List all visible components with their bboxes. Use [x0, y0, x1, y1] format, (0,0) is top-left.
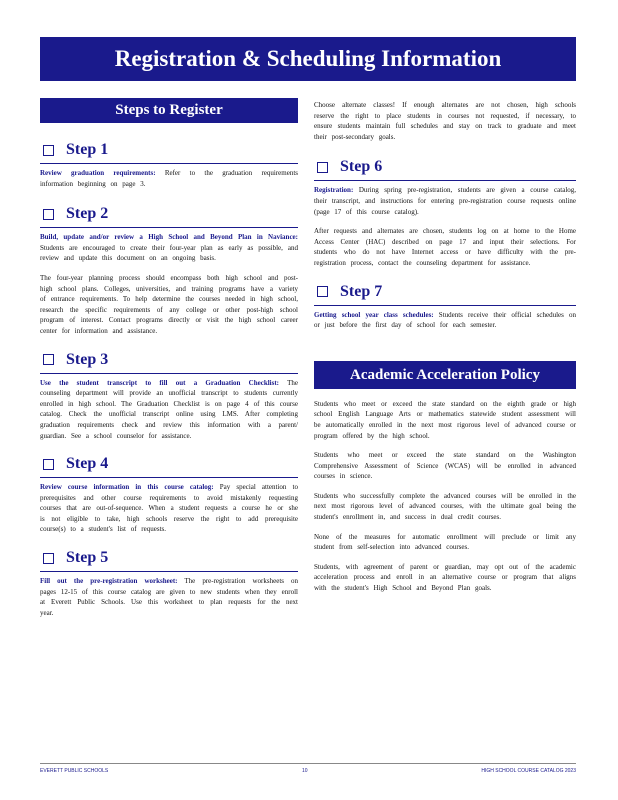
checkbox-icon: [43, 354, 54, 365]
step-1: [40, 141, 298, 189]
policy-paragraph: None of the measures for automatic enrollment will preclude or limit any student from self-selection into advanced courses.: [314, 532, 576, 552]
footer-right: HIGH SCHOOL COURSE CATALOG 2023: [481, 768, 576, 774]
checkbox-icon: [317, 286, 328, 297]
policy-paragraph: Students, with agreement of parent or guardian, may opt out of the academic acceleration process and enroll in an alternative course or program that aligns with the student's High School and Beyond Plan goals.: [314, 562, 576, 593]
checkbox-icon: [317, 162, 328, 173]
step-text: During spring pre-registration, students are given a course catalog, their transcript, and instructions for entering pre-registration course requests online (page 17 of this course catalog).: [314, 186, 577, 216]
step-title: Step 6: [340, 158, 383, 176]
step-lead: Review course information in this course catalog:: [40, 483, 214, 492]
policy-paragraph: Students who meet or exceed the state standard on the Washington Comprehensive Assessment of Science (WCAS) will be enrolled in advanced courses in science.: [314, 451, 576, 481]
step-4: [40, 455, 298, 535]
step-lead: Getting school year class schedules:: [314, 310, 434, 319]
step-title: Step 4: [66, 455, 109, 473]
step-title: Step 2: [66, 205, 109, 223]
step-text: Refer to the graduation requirements information beginning on page 3.: [40, 169, 298, 188]
step-title: Step 1: [66, 141, 109, 158]
step-lead: Review graduation requirements:: [40, 169, 156, 177]
step-text: The four-year planning process should encompass both high school and post-high school plans. Colleges, universities, and training programs have a variety of entrance requirements. To help determine the courses needed in high school, research the specific requirements of any college or other post-high school program of interest. Contact programs directly or visit the high school career center for information and assistance.: [40, 273, 298, 335]
step-7: [314, 283, 576, 331]
step-text: The counseling department will provide an unofficial transcript to students currently enrolled in high school. The Graduation Checklist is on page 4 of this course catalog. Check the unofficial transcript online using LMS. After completing graduation requirements check and review this information with a parent/ guardian. See a school counselor for assistance.: [40, 378, 298, 440]
step-text: Students receive their official schedules on or just before the first day of school for each semester.: [314, 310, 576, 330]
acceleration-body: [314, 399, 576, 594]
step-text: After requests and alternates are chosen, students log on at home to the Home Access Center (HAC) described on page 17 and input their selections. For students who do not have Internet access or have difficulty with the pre-registration process, contact the counseling department for assistance.: [314, 227, 576, 267]
step-title: Step 7: [340, 282, 383, 300]
checkbox-icon: [43, 553, 54, 564]
step-lead: Use the student transcript to fill out a Graduation Checklist:: [40, 378, 279, 387]
acceleration-header: Academic Acceleration Policy: [314, 361, 576, 389]
page-title: Registration & Scheduling Information: [40, 37, 576, 81]
footer-left: EVERETT PUBLIC SCHOOLS: [40, 768, 109, 774]
step-text: Pay special attention to prerequisites and other course requirements to avoid mistakenly requesting courses that are out-of-sequence. When a student requests a course he or she is not eligible to take, high schools reserve the right to add prerequisite course(s) to a student's list of requests.: [40, 483, 298, 534]
step-text: Students are encouraged to create their four-year plan as early as possible, and review and update this document on an ongoing basis.: [40, 243, 298, 263]
checkbox-icon: [43, 209, 54, 220]
checkbox-icon: [43, 145, 54, 156]
left-column: [40, 98, 298, 618]
step-6: [314, 158, 576, 268]
page-footer: [40, 763, 576, 774]
step-title: Step 3: [66, 350, 109, 368]
step-lead: Fill out the pre-registration worksheet:: [40, 577, 178, 586]
step-text: The pre-registration worksheets on pages 12-15 of this course catalog are given to new students when they enroll at Everett Public Schools. Use this worksheet to plan requests for the next year.: [40, 577, 299, 617]
checkbox-icon: [43, 459, 54, 470]
step-3: [40, 351, 298, 442]
page-number: 10: [302, 768, 308, 774]
steps-header: Steps to Register: [40, 98, 298, 123]
policy-paragraph: Students who successfully complete the advanced courses will be enrolled in the next most rigorous level of advanced courses, with the ultimate goal being the student's enrollment in, and success in dual credit courses.: [314, 491, 576, 522]
policy-paragraph: Students who meet or exceed the state standard on the eighth grade or high school English Language Arts or mathematics statewide student assessment will be automatically enrolled in the next most rigorous level of advanced course or program offered by the high school.: [314, 399, 576, 440]
alternates-text: Choose alternate classes! If enough alternates are not chosen, high schools reserve the right to place students in courses not requested, if necessary, to ensure students maintain full schedules and stay on track to graduate and meet their post-secondary goals.: [314, 101, 576, 141]
step-lead: Registration:: [314, 186, 354, 195]
right-column: [314, 100, 576, 594]
step-2: [40, 205, 298, 336]
step-5: [40, 549, 298, 618]
step-title: Step 5: [66, 549, 109, 567]
step-lead: Build, update and/or review a High School and Beyond Plan in Naviance:: [40, 233, 298, 242]
